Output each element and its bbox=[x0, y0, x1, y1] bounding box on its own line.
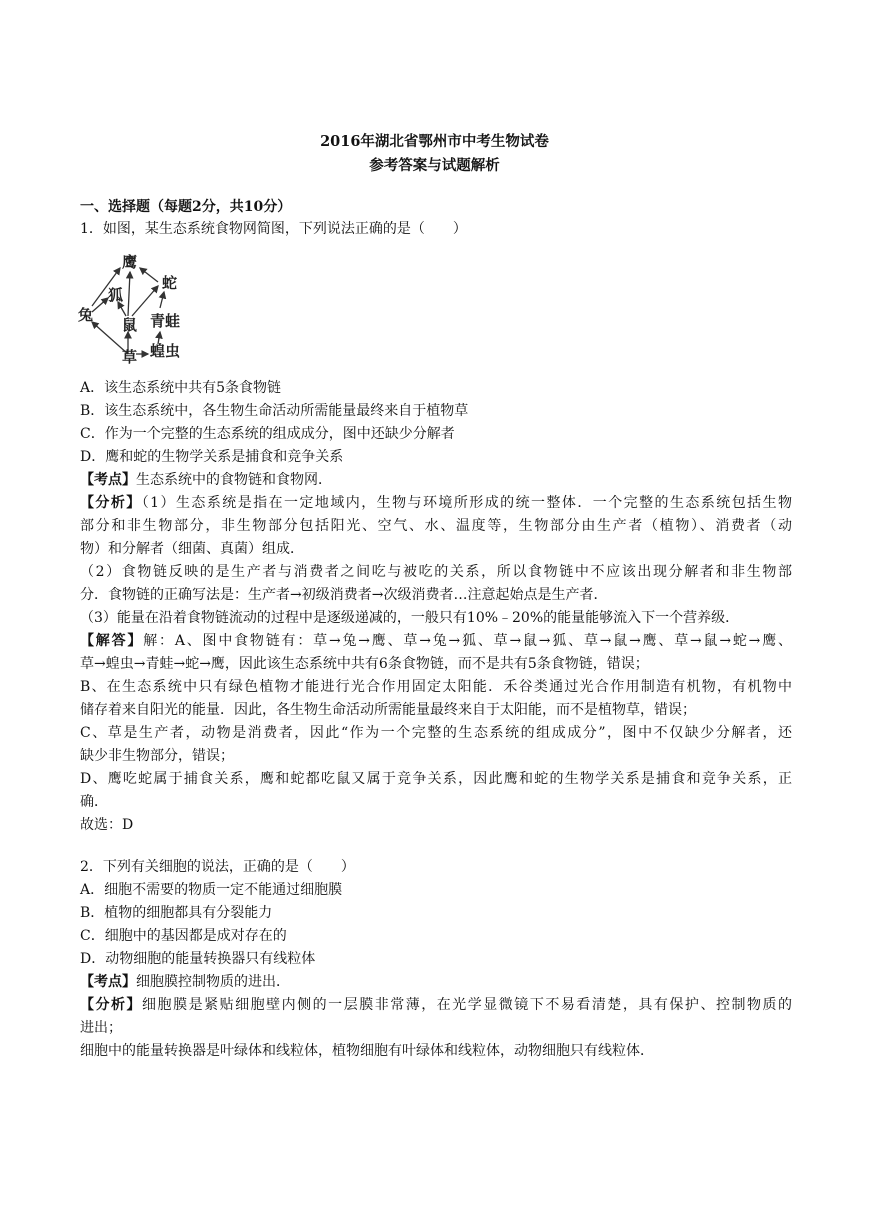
fenxi-text: （1）生态系统是指在一定地域内，生物与环境所形成的统一整体．一个完整的生态系统包括生物 bbox=[141, 495, 793, 511]
q1-fenxi-line: 分．食物链的正确写法是：生产者→初级消费者→次级消费者…注意起始点是生产者． bbox=[80, 587, 608, 603]
q1-option-c: C．作为一个完整的生态系统的组成成分，图中还缺少分解者 bbox=[80, 426, 455, 442]
q1-stem: 1．如图，某生态系统食物网简图，下列说法正确的是（ ） bbox=[80, 221, 467, 237]
node-snake: 蛇 bbox=[162, 274, 178, 292]
q2-fenxi-line: 细胞中的能量转换器是叶绿体和线粒体，植物细胞有叶绿体和线粒体，动物细胞只有线粒体． bbox=[80, 1043, 654, 1059]
q1-jieda-line: 缺少非生物部分，错误； bbox=[80, 748, 234, 764]
fenxi-tag: 【分析】 bbox=[80, 495, 142, 511]
q1-answer: 故选：D bbox=[80, 817, 134, 833]
q1-jieda-line: C、草是生产者，动物是消费者，因此“作为一个完整的生态系统的组成成分”，图中不仅缺少分解者，还 bbox=[80, 725, 792, 741]
fenxi-text: 细胞膜是紧贴细胞壁内侧的一层膜非常薄，在光学显微镜下不易看清楚，具有保护、控制物质的 bbox=[142, 997, 792, 1013]
kaodian-tag: 【考点】 bbox=[80, 974, 136, 990]
q1-jieda-line: 确． bbox=[80, 794, 108, 810]
q1-jieda-line: 草→蝗虫→青蛙→蛇→鹰，因此该生态系统中共有6条食物链，而不是共有5条食物链，错误； bbox=[80, 656, 649, 672]
node-locust: 蝗虫 bbox=[150, 342, 181, 360]
kaodian-tag: 【考点】 bbox=[80, 472, 136, 488]
node-frog: 青蛙 bbox=[150, 312, 181, 330]
node-mouse: 鼠 bbox=[122, 316, 138, 334]
fenxi-tag: 【分析】 bbox=[80, 997, 143, 1013]
q1-fenxi-line bbox=[80, 493, 792, 513]
q2-option-a: A．细胞不需要的物质一定不能通过细胞膜 bbox=[80, 882, 343, 898]
q1-fenxi-line: 物）和分解者（细菌、真菌）组成． bbox=[80, 541, 304, 557]
q1-fenxi-line: （2）食物链反映的是生产者与消费者之间吃与被吃的关系，所以食物链中不应该出现分解者和非生物部 bbox=[80, 564, 792, 580]
page-title: 2016年湖北省鄂州市中考生物试卷 bbox=[320, 133, 549, 150]
q2-option-d: D．动物细胞的能量转换器只有线粒体 bbox=[80, 951, 316, 967]
q1-jieda-line bbox=[80, 631, 792, 651]
food-web-diagram bbox=[78, 250, 194, 364]
q1-option-a: A．该生态系统中共有5条食物链 bbox=[80, 380, 282, 396]
q1-fenxi-line: （3）能量在沿着食物链流动的过程中是逐级递减的，一般只有10%﹣20%的能量能够流入下一个营养级． bbox=[80, 610, 740, 626]
q1-jieda-line: 储存着来自阳光的能量．因此，各生物生命活动所需能量最终来自于太阳能，而不是植物草，错误； bbox=[80, 702, 696, 718]
kaodian-text: 生态系统中的食物链和食物网． bbox=[136, 472, 332, 488]
jieda-tag: 【解答】 bbox=[80, 633, 144, 649]
section-heading: 一、选择题（每题2分，共10分） bbox=[80, 199, 292, 215]
node-eagle: 鹰 bbox=[122, 253, 138, 271]
jieda-text: 解：A、图中食物链有：草→兔→鹰、草→兔→狐、草→鼠→狐、草→鼠→鹰、草→鼠→蛇→鹰、 bbox=[143, 633, 793, 649]
q2-stem: 2．下列有关细胞的说法，正确的是（ ） bbox=[80, 859, 355, 875]
page-subtitle: 参考答案与试题解析 bbox=[369, 157, 500, 174]
q1-option-d: D．鹰和蛇的生物学关系是捕食和竞争关系 bbox=[80, 449, 344, 465]
node-rabbit: 兔 bbox=[78, 306, 94, 324]
q1-jieda-line: D、鹰吃蛇属于捕食关系，鹰和蛇都吃鼠又属于竞争关系，因此鹰和蛇的生物学关系是捕食和竞争关系，正 bbox=[80, 771, 792, 787]
q2-fenxi-line bbox=[80, 995, 792, 1015]
q2-option-b: B．植物的细胞都具有分裂能力 bbox=[80, 905, 273, 921]
node-grass: 草 bbox=[122, 348, 138, 364]
q1-fenxi-line: 部分和非生物部分，非生物部分包括阳光、空气、水、温度等，生物部分由生产者（植物）、消费者（动 bbox=[80, 518, 792, 534]
q1-jieda-line: B、在生态系统中只有绿色植物才能进行光合作用固定太阳能．禾谷类通过光合作用制造有机物，有机物中 bbox=[80, 679, 792, 695]
q2-option-c: C．细胞中的基因都是成对存在的 bbox=[80, 928, 287, 944]
q1-option-b: B．该生态系统中，各生物生命活动所需能量最终来自于植物草 bbox=[80, 403, 469, 419]
node-fox: 狐 bbox=[108, 286, 124, 304]
kaodian-text: 细胞膜控制物质的进出． bbox=[136, 974, 290, 990]
q2-kaodian bbox=[80, 972, 792, 992]
q2-fenxi-line: 进出； bbox=[80, 1020, 122, 1036]
q1-kaodian bbox=[80, 470, 792, 490]
